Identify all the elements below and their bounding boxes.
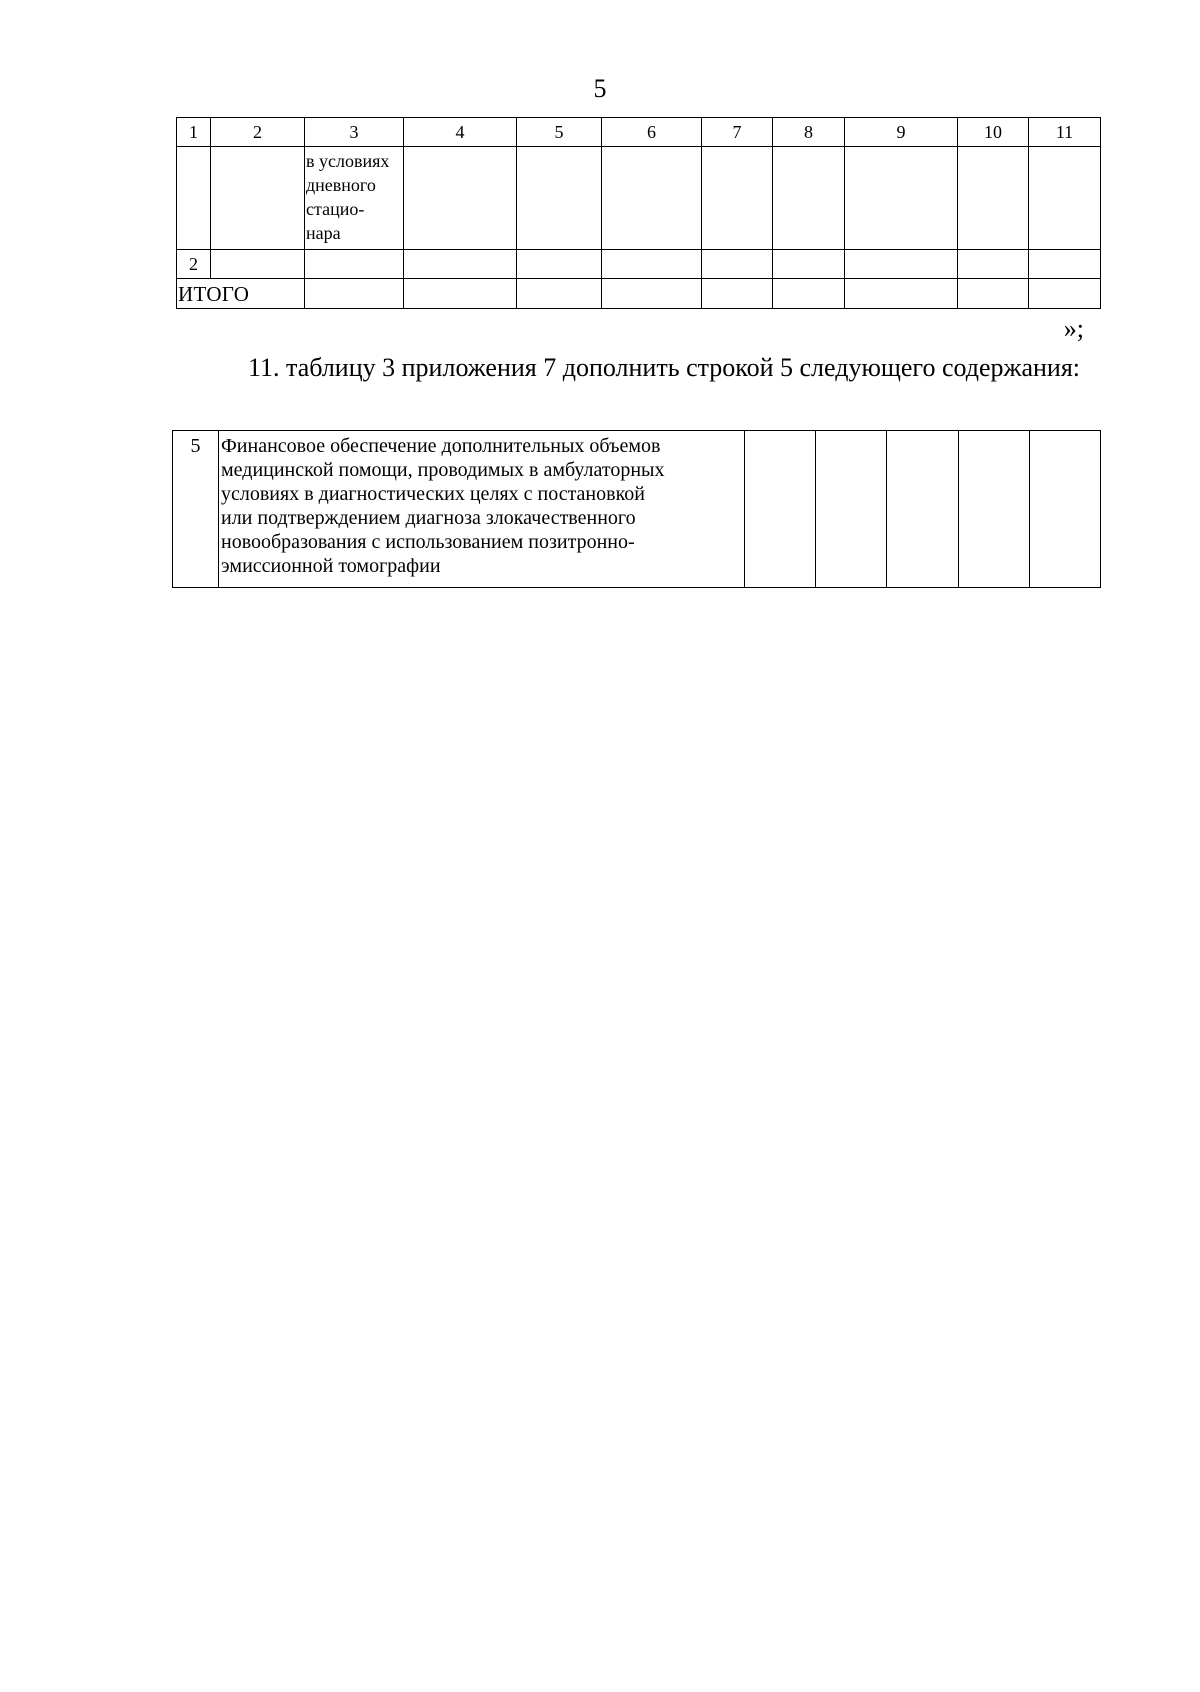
- day-hospital-cell: [305, 147, 404, 250]
- cell-line: дневного: [306, 175, 376, 195]
- column-number: 7: [702, 118, 773, 147]
- column-number: 9: [845, 118, 958, 147]
- table-cell: [602, 147, 702, 250]
- table-cell: [602, 250, 702, 279]
- table-cell: [1030, 431, 1101, 588]
- table-continuation: [176, 117, 1101, 309]
- column-number: 2: [211, 118, 305, 147]
- table-cell: [305, 279, 404, 309]
- table-cell: [702, 250, 773, 279]
- description-line: новообразования с использованием позитронно-: [221, 531, 635, 553]
- column-number: 1: [177, 118, 211, 147]
- table-cell: [211, 250, 305, 279]
- amendment-paragraph: [176, 348, 1085, 387]
- table-cell: [1029, 279, 1101, 309]
- column-number: 4: [404, 118, 517, 147]
- table-cell: [211, 147, 305, 250]
- table-row: [177, 147, 1101, 250]
- table-cell: [816, 431, 887, 588]
- table-cell: [1029, 250, 1101, 279]
- table-cell: [959, 431, 1030, 588]
- row-number: 5: [173, 431, 219, 588]
- description-line: или подтверждением диагноза злокачественного: [221, 507, 636, 529]
- table-cell: [773, 147, 845, 250]
- column-number: 6: [602, 118, 702, 147]
- paragraph-text: 11. таблицу 3 приложения 7 дополнить строкой 5 следующего содержания:: [248, 353, 1081, 382]
- table-cell: [602, 279, 702, 309]
- table-cell: [745, 431, 816, 588]
- new-row-table: [172, 430, 1101, 588]
- cell-line: стацио-: [306, 199, 365, 219]
- table-row: [173, 431, 1101, 588]
- closing-quote: »;: [1063, 314, 1084, 343]
- column-number: 5: [517, 118, 602, 147]
- table-cell: [887, 431, 959, 588]
- cell-line: в условиях: [306, 151, 390, 171]
- table-cell: [305, 250, 404, 279]
- table-cell: [773, 250, 845, 279]
- table-cell: [517, 147, 602, 250]
- table-cell: [958, 147, 1029, 250]
- column-number: 10: [958, 118, 1029, 147]
- table-cell: [845, 250, 958, 279]
- table-cell: [404, 250, 517, 279]
- column-number: 3: [305, 118, 404, 147]
- table-row: [177, 250, 1101, 279]
- total-row: [177, 279, 1101, 309]
- table-cell: [404, 147, 517, 250]
- table-header-row: [177, 118, 1101, 147]
- table-cell: [958, 250, 1029, 279]
- table-cell: [517, 250, 602, 279]
- column-number: 11: [1029, 118, 1101, 147]
- table-cell: [845, 279, 958, 309]
- table-cell: [845, 147, 958, 250]
- table-cell: [702, 279, 773, 309]
- description-line: эмиссионной томографии: [221, 555, 441, 577]
- total-label: ИТОГО: [177, 279, 305, 309]
- description-line: условиях в диагностических целях с постановкой: [221, 483, 645, 505]
- table-cell: [773, 279, 845, 309]
- description-line: Финансовое обеспечение дополнительных объемов: [221, 435, 661, 457]
- column-number: 8: [773, 118, 845, 147]
- page-number: 5: [593, 74, 607, 103]
- table-cell: [177, 147, 211, 250]
- description-line: медицинской помощи, проводимых в амбулаторных: [221, 459, 665, 481]
- table-cell: [517, 279, 602, 309]
- table-cell: [1029, 147, 1101, 250]
- row-number: 2: [177, 250, 211, 279]
- table-cell: [404, 279, 517, 309]
- table-cell: [958, 279, 1029, 309]
- cell-line: нара: [306, 223, 341, 243]
- table-cell: [702, 147, 773, 250]
- row-description: [219, 431, 745, 588]
